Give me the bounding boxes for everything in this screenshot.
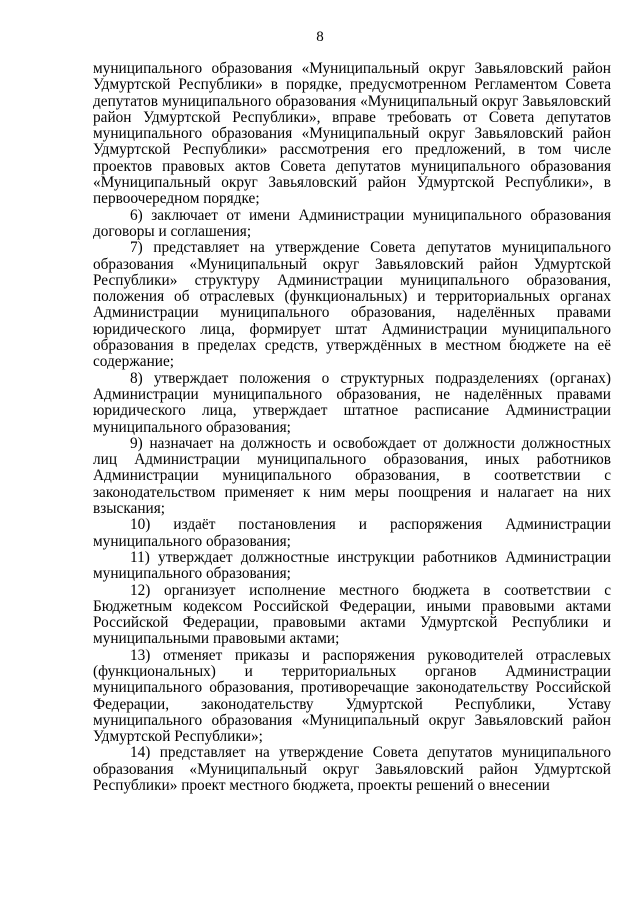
paragraph-item-11: 11) утверждает должностные инструкции работников Администрации муниципального образования; (93, 548, 611, 583)
paragraph-item-7: 7) представляет на утверждение Совета депутатов муниципального образования «Муниципальный округ Завьяловский район Удмуртской Республики» структуру Администрации муниципального образования, положения об отраслевых (функциональных) и территориальных органах Администрации муниципального образования, наделённых правами юридического лица, формирует штат Администрации муниципального образования в пределах средств, утверждённых в местном бюджете на её содержание; (93, 239, 611, 371)
document-body (93, 61, 611, 794)
paragraph-item-8: 8) утверждает положения о структурных подразделениях (органах) Администрации муниципального образования, не наделённых правами юридического лица, утверждает штатное расписание Администрации муниципального образования; (93, 369, 611, 436)
paragraph-item-13: 13) отменяет приказы и распоряжения руководителей отраслевых (функциональных) и территориальных органов Администрации муниципального образования, противоречащие законодательству Российской Федерации, законодательству Удмуртской Республики, Уставу муниципального образования «Муниципальный округ Завьяловский район Удмуртской Республики»; (93, 646, 611, 746)
paragraph-item-10: 10) издаёт постановления и распоряжения Администрации муниципального образования; (93, 516, 611, 550)
paragraph-item-14: 14) представляет на утверждение Совета депутатов муниципального образования «Муниципальный округ Завьяловский район Удмуртской Республики» проект местного бюджета, проекты решений о внесении (93, 744, 611, 795)
page-number: 8 (316, 29, 324, 45)
paragraph-item-6: 6) заключает от имени Администрации муниципального образования договоры и соглашения; (93, 206, 611, 240)
paragraph-item-9: 9) назначает на должность и освобождает от должности должностных лиц Администрации муниципального образования, иных работников Администрации муниципального образования, в соответствии с законодательством применяет к ним меры поощрения и налагает на них взыскания; (93, 434, 611, 518)
paragraph-item-12: 12) организует исполнение местного бюджета в соответствии с Бюджетным кодексом Российской Федерации, иными правовыми актами Российской Федерации, правовыми актами Удмуртской Республики и муниципальными правовыми актами; (93, 581, 611, 648)
paragraph-continued: муниципального образования «Муниципальный округ Завьяловский район Удмуртской Республики» в порядке, предусмотренном Регламентом Совета депутатов муниципального образования «Муниципальный округ Завьяловский район Удмуртской Республики», вправе требовать от Совета депутатов муниципального образования «Муниципальный округ Завьяловский район Удмуртской Республики» рассмотрения его предложений, в том числе проектов правовых актов Совета депутатов муниципального образования «Муниципальный округ Завьяловский район Удмуртской Республики», в первоочередном порядке; (93, 60, 611, 208)
